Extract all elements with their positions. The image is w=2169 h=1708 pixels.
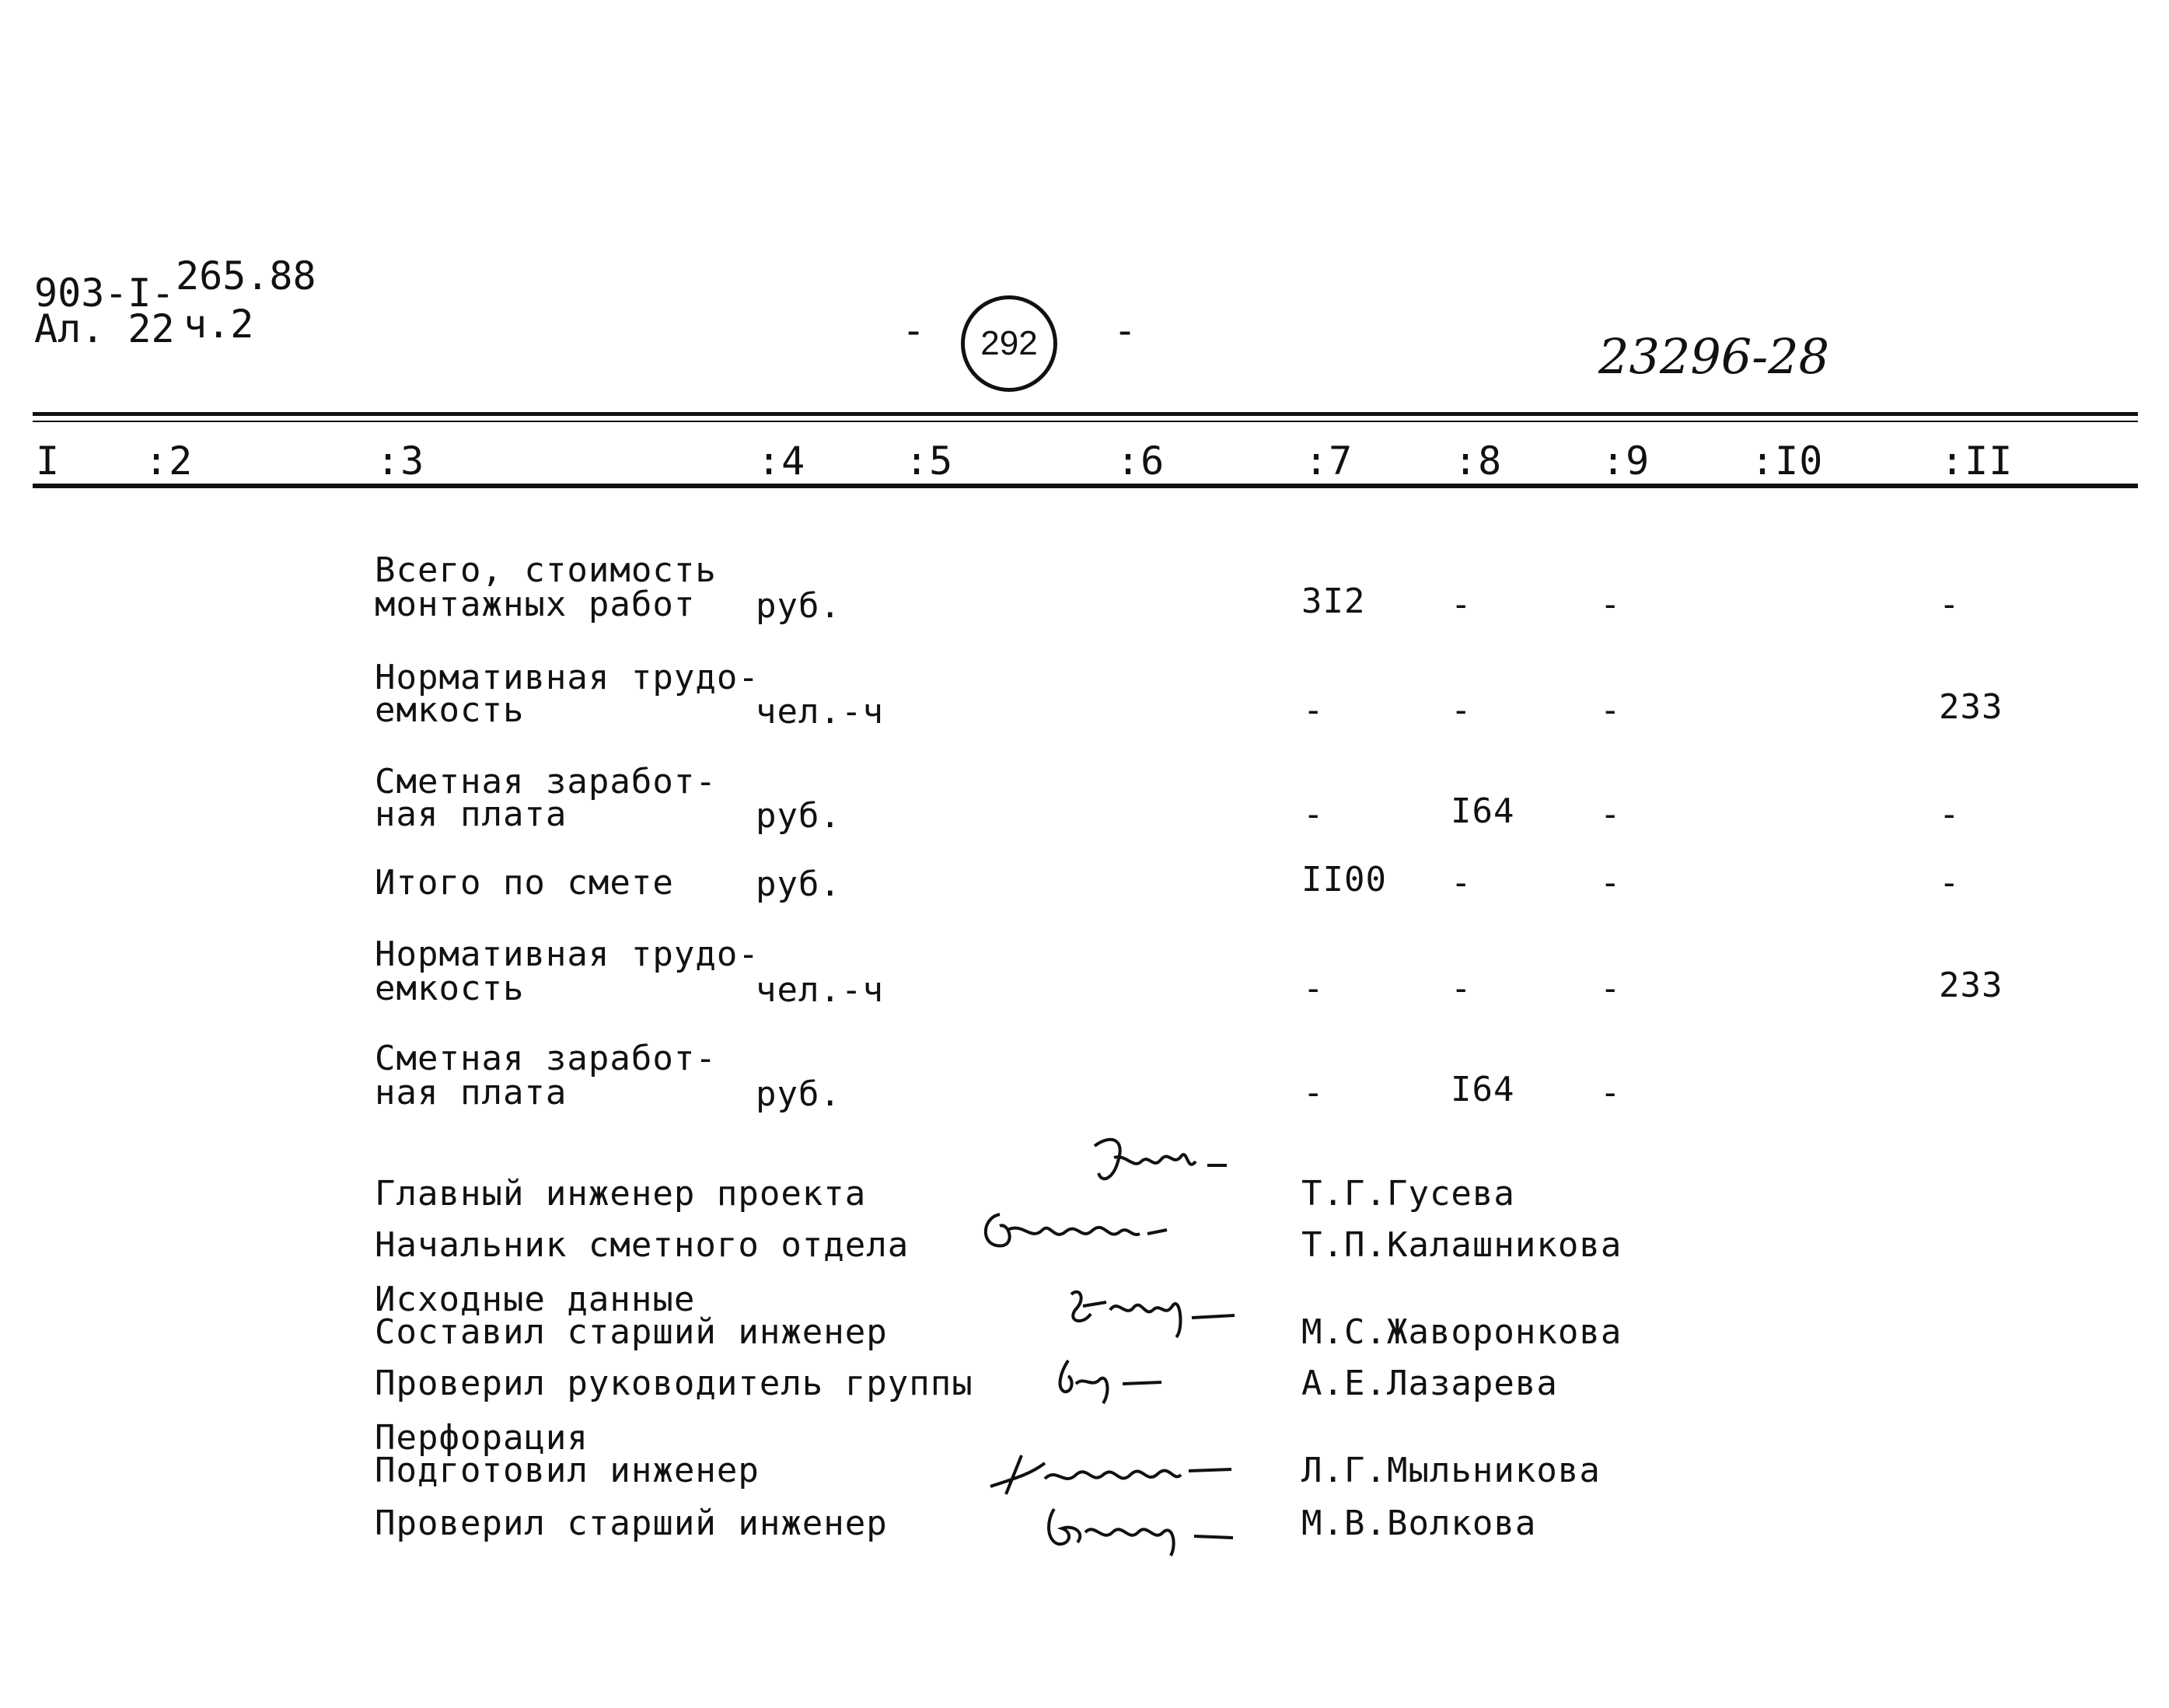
signer-name: Т.Г.Гусева — [1301, 1174, 1515, 1214]
col-header-4: :4 — [757, 438, 806, 484]
page-number-stamp — [961, 295, 1057, 392]
signer-section: Перфорация — [375, 1418, 589, 1458]
cell-col9: - — [1600, 863, 1622, 903]
page-dash-left: - — [902, 308, 926, 353]
cell-col7: - — [1303, 795, 1325, 834]
cell-col11: 233 — [1939, 687, 2003, 727]
cell-col7: - — [1303, 969, 1325, 1008]
header-rule-top — [33, 412, 2138, 416]
cell-col11: - — [1939, 863, 1961, 903]
row-label-line2: емкость — [375, 690, 525, 730]
col-header-2: :2 — [145, 438, 194, 484]
cell-col7: 3I2 — [1301, 582, 1366, 621]
row-unit: руб. — [756, 586, 841, 626]
row-label-line1: Сметная заработ- — [375, 762, 717, 802]
cell-col9: - — [1600, 969, 1622, 1008]
signer-role: Подготовил инженер — [375, 1451, 760, 1490]
row-unit: чел.-ч — [756, 970, 884, 1010]
signature-image — [1079, 1130, 1235, 1203]
signer-name: М.С.Жаворонкова — [1301, 1312, 1622, 1352]
cell-col7: - — [1303, 1073, 1325, 1112]
row-unit: руб. — [756, 796, 841, 836]
header-rule-top-thin — [33, 421, 2138, 422]
cell-col8: - — [1451, 585, 1472, 624]
doc-code-number: 265.88 — [176, 253, 316, 299]
row-unit: руб. — [756, 1074, 841, 1114]
col-header-7: :7 — [1305, 438, 1353, 484]
page-dash-right: - — [1113, 308, 1137, 353]
header-rule-bottom — [33, 484, 2138, 488]
cell-col9: - — [1600, 585, 1622, 624]
row-unit: руб. — [756, 864, 841, 904]
signature-image — [1056, 1275, 1258, 1348]
signature-image — [976, 1199, 1194, 1264]
signer-role: Составил старший инженер — [375, 1312, 888, 1352]
cell-col8: - — [1451, 863, 1472, 903]
signature-image — [983, 1440, 1239, 1505]
row-label-line1: Всего, стоимость — [375, 550, 717, 590]
part-label: ч.2 — [183, 302, 254, 347]
row-label-line2: ная плата — [375, 795, 568, 834]
cell-col9: - — [1600, 795, 1622, 834]
doc-number: 23296-28 — [1598, 328, 1830, 385]
col-header-11: :II — [1940, 438, 2014, 484]
signer-name: М.В.Волкова — [1301, 1504, 1537, 1543]
cell-col7: II00 — [1301, 860, 1387, 899]
signer-name: Т.П.Калашникова — [1301, 1225, 1622, 1265]
cell-col11: - — [1939, 585, 1961, 624]
cell-col11: - — [1939, 795, 1961, 834]
col-header-10: :I0 — [1751, 438, 1824, 484]
album-label: Ал. 22 — [34, 306, 175, 351]
signature-image — [1045, 1345, 1185, 1418]
doc-code-prefix: 903-I- — [34, 271, 175, 316]
page-number: 292 — [980, 324, 1038, 362]
row-label-line1: Сметная заработ- — [375, 1039, 717, 1078]
cell-col8: I64 — [1451, 791, 1515, 831]
cell-col9: - — [1600, 690, 1622, 730]
cell-col11: 233 — [1939, 966, 2003, 1005]
row-label-line2: монтажных работ — [375, 585, 696, 624]
signer-section: Исходные данные — [375, 1280, 696, 1319]
row-label-line1: Нормативная трудо- — [375, 934, 760, 974]
col-header-1: I — [36, 438, 61, 484]
signer-name: А.Е.Лазарева — [1301, 1364, 1558, 1403]
row-label-line2: Итого по смете — [375, 863, 674, 903]
col-header-9: :9 — [1601, 438, 1650, 484]
row-label-line2: емкость — [375, 969, 525, 1008]
col-header-3: :3 — [376, 438, 425, 484]
col-header-6: :6 — [1116, 438, 1165, 484]
signer-role: Начальник сметного отдела — [375, 1225, 910, 1265]
row-label-line1: Нормативная трудо- — [375, 658, 760, 697]
signature-image — [1039, 1497, 1249, 1563]
signer-name: Л.Г.Мыльникова — [1301, 1451, 1601, 1490]
cell-col9: - — [1600, 1073, 1622, 1112]
signer-role: Проверил старший инженер — [375, 1504, 888, 1543]
cell-col8: - — [1451, 969, 1472, 1008]
cell-col8: I64 — [1451, 1070, 1515, 1109]
col-header-5: :5 — [905, 438, 954, 484]
row-unit: чел.-ч — [756, 692, 884, 732]
col-header-8: :8 — [1454, 438, 1503, 484]
signer-role: Главный инженер проекта — [375, 1174, 867, 1214]
cell-col7: - — [1303, 690, 1325, 730]
signer-role: Проверил руководитель группы — [375, 1364, 973, 1403]
row-label-line2: ная плата — [375, 1073, 568, 1112]
cell-col8: - — [1451, 690, 1472, 730]
